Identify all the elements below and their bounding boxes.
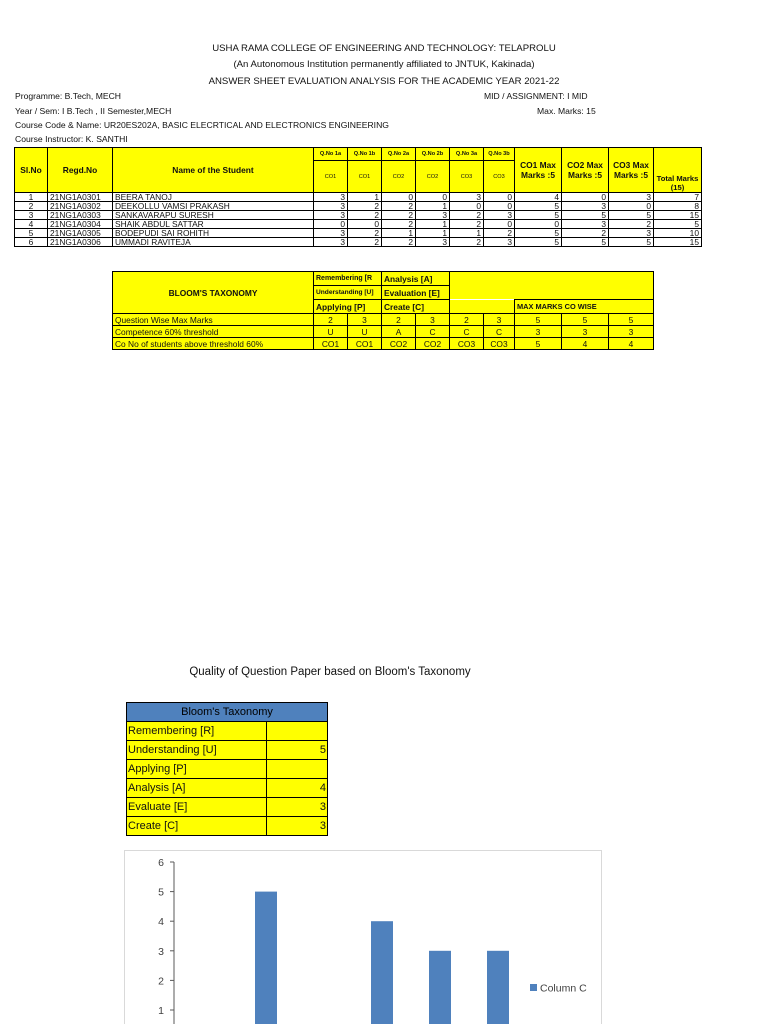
analysis-title: ANSWER SHEET EVALUATION ANALYSIS FOR THE ACADEMIC YEAR 2021-22 bbox=[208, 76, 560, 87]
question-mark: 2 bbox=[348, 202, 382, 211]
question-mark: 2 bbox=[348, 211, 382, 220]
student-co2: 0 bbox=[562, 193, 609, 202]
max-marks-text: Max. Marks: 15 bbox=[537, 106, 596, 116]
student-row bbox=[15, 211, 702, 220]
summary-question-value: C bbox=[450, 326, 484, 338]
question-mark: 0 bbox=[484, 220, 515, 229]
student-co1: 0 bbox=[515, 220, 562, 229]
student-regd: 21NG1A0304 bbox=[48, 220, 113, 229]
y-tick-label: 3 bbox=[158, 945, 164, 958]
header-co: CO2 bbox=[382, 161, 416, 193]
question-mark: 0 bbox=[484, 193, 515, 202]
summary-question-value: U bbox=[348, 326, 382, 338]
quality-level-label: Create [C] bbox=[127, 817, 267, 836]
header-name: Name of the Student bbox=[113, 148, 314, 193]
programme-text: Programme: B.Tech, MECH bbox=[15, 91, 122, 101]
question-mark: 0 bbox=[348, 220, 382, 229]
student-co3: 3 bbox=[609, 229, 654, 238]
student-regd: 21NG1A0303 bbox=[48, 211, 113, 220]
student-co3: 3 bbox=[609, 193, 654, 202]
summary-co-value: 4 bbox=[562, 338, 609, 350]
question-mark: 2 bbox=[382, 238, 416, 247]
student-row bbox=[15, 193, 702, 202]
quality-level-label: Applying [P] bbox=[127, 760, 267, 779]
summary-co-value: 5 bbox=[562, 314, 609, 326]
summary-label: Competence 60% threshold bbox=[113, 326, 314, 338]
header-co2-max: CO2 Max Marks :5 bbox=[562, 148, 609, 193]
question-mark: 2 bbox=[348, 229, 382, 238]
summary-question-value: CO2 bbox=[416, 338, 450, 350]
header-co1-max: CO1 Max Marks :5 bbox=[515, 148, 562, 193]
student-co1: 5 bbox=[515, 202, 562, 211]
summary-co-value: 4 bbox=[609, 338, 654, 350]
quality-level-value: 5 bbox=[267, 741, 328, 760]
student-co2: 3 bbox=[562, 202, 609, 211]
student-row bbox=[15, 238, 702, 247]
quality-table-title: Bloom's Taxonomy bbox=[127, 703, 328, 722]
question-mark: 1 bbox=[416, 229, 450, 238]
student-slno: 4 bbox=[15, 220, 48, 229]
quality-blooms-table bbox=[126, 702, 328, 836]
question-mark: 2 bbox=[382, 220, 416, 229]
student-co2: 5 bbox=[562, 211, 609, 220]
y-tick-label: 6 bbox=[158, 857, 164, 869]
student-co1: 4 bbox=[515, 193, 562, 202]
student-row bbox=[15, 220, 702, 229]
question-mark: 1 bbox=[348, 193, 382, 202]
summary-co-value: 3 bbox=[515, 326, 562, 338]
header-co: CO1 bbox=[348, 161, 382, 193]
student-co2: 3 bbox=[562, 220, 609, 229]
student-total: 15 bbox=[654, 238, 702, 247]
question-mark: 3 bbox=[314, 202, 348, 211]
quality-level-label: Understanding [U] bbox=[127, 741, 267, 760]
header-slno: Sl.No bbox=[15, 148, 48, 193]
summary-label: Question Wise Max Marks bbox=[113, 314, 314, 326]
quality-level-value bbox=[267, 722, 328, 741]
summary-question-value: C bbox=[484, 326, 515, 338]
question-mark: 3 bbox=[450, 193, 484, 202]
quality-level-value bbox=[267, 760, 328, 779]
student-name: BODEPUDI SAI ROHITH bbox=[113, 229, 314, 238]
quality-row bbox=[127, 741, 328, 760]
max-marks-co-wise-label: MAX MARKS CO WISE bbox=[515, 300, 654, 314]
header-question: Q.No 2a bbox=[382, 148, 416, 161]
quality-level-label: Remembering [R] bbox=[127, 722, 267, 741]
y-tick-label: 2 bbox=[158, 975, 164, 988]
quality-level-label: Analysis [A] bbox=[127, 779, 267, 798]
instructor-text: Course Instructor: K. SANTHI bbox=[15, 134, 128, 144]
student-row bbox=[15, 202, 702, 211]
question-mark: 1 bbox=[450, 229, 484, 238]
y-tick-label: 1 bbox=[158, 1005, 164, 1017]
question-mark: 0 bbox=[484, 202, 515, 211]
chart-bar bbox=[255, 892, 277, 1024]
question-mark: 1 bbox=[382, 229, 416, 238]
question-mark: 2 bbox=[450, 211, 484, 220]
summary-co-value: 3 bbox=[609, 326, 654, 338]
quality-level-label: Evaluate [E] bbox=[127, 798, 267, 817]
question-mark: 0 bbox=[416, 193, 450, 202]
legend-remembering: Remembering [R bbox=[314, 272, 382, 286]
summary-co-value: 5 bbox=[515, 314, 562, 326]
summary-question-value: 2 bbox=[450, 314, 484, 326]
legend-applying: Applying [P] bbox=[314, 300, 382, 314]
summary-question-value: 2 bbox=[382, 314, 416, 326]
student-name: UMMADI RAVITEJA bbox=[113, 238, 314, 247]
student-co3: 5 bbox=[609, 238, 654, 247]
summary-question-value: CO3 bbox=[450, 338, 484, 350]
student-slno: 5 bbox=[15, 229, 48, 238]
summary-question-value: 3 bbox=[348, 314, 382, 326]
summary-question-value: U bbox=[314, 326, 348, 338]
y-tick-label: 4 bbox=[158, 916, 164, 929]
question-mark: 2 bbox=[382, 211, 416, 220]
question-mark: 0 bbox=[450, 202, 484, 211]
header-question: Q.No 3a bbox=[450, 148, 484, 161]
course-text: Course Code & Name: UR20ES202A, BASIC ELECRTICAL AND ELECTRONICS ENGINEERING bbox=[15, 120, 389, 130]
summary-question-value: A bbox=[382, 326, 416, 338]
student-row bbox=[15, 229, 702, 238]
question-mark: 0 bbox=[314, 220, 348, 229]
summary-question-value: 3 bbox=[484, 314, 515, 326]
blooms-summary-table bbox=[112, 271, 654, 350]
student-co3: 2 bbox=[609, 220, 654, 229]
student-slno: 1 bbox=[15, 193, 48, 202]
header-question: Q.No 2b bbox=[416, 148, 450, 161]
student-regd: 21NG1A0302 bbox=[48, 202, 113, 211]
question-mark: 0 bbox=[382, 193, 416, 202]
y-tick-label: 5 bbox=[158, 886, 164, 899]
blooms-bar-chart bbox=[124, 850, 602, 1024]
question-mark: 1 bbox=[416, 202, 450, 211]
quality-level-value: 4 bbox=[267, 779, 328, 798]
summary-co-value: 3 bbox=[562, 326, 609, 338]
quality-row bbox=[127, 817, 328, 836]
quality-row bbox=[127, 779, 328, 798]
chart-bar bbox=[429, 951, 451, 1024]
summary-co-value: 5 bbox=[609, 314, 654, 326]
summary-question-value: C bbox=[416, 326, 450, 338]
header-co: CO1 bbox=[314, 161, 348, 193]
question-mark: 2 bbox=[484, 229, 515, 238]
question-mark: 3 bbox=[416, 211, 450, 220]
student-total: 8 bbox=[654, 202, 702, 211]
header-question: Q.No 3b bbox=[484, 148, 515, 161]
header-total: Total Marks (15) bbox=[654, 148, 702, 193]
summary-question-value: CO2 bbox=[382, 338, 416, 350]
quality-row bbox=[127, 760, 328, 779]
quality-row bbox=[127, 798, 328, 817]
student-slno: 2 bbox=[15, 202, 48, 211]
student-name: SHAIK ABDUL SATTAR bbox=[113, 220, 314, 229]
quality-title: Quality of Question Paper based on Bloom's Taxonomy bbox=[189, 666, 471, 678]
student-co2: 2 bbox=[562, 229, 609, 238]
header-co3-max: CO3 Max Marks :5 bbox=[609, 148, 654, 193]
affiliation-text: (An Autonomous Institution permanently affiliated to JNTUK, Kakinada) bbox=[233, 59, 535, 70]
student-slno: 3 bbox=[15, 211, 48, 220]
student-total: 15 bbox=[654, 211, 702, 220]
legend-evaluation: Evaluation [E] bbox=[382, 286, 450, 300]
quality-level-value: 3 bbox=[267, 798, 328, 817]
question-mark: 3 bbox=[484, 238, 515, 247]
chart-bar bbox=[487, 951, 509, 1024]
quality-row bbox=[127, 722, 328, 741]
question-mark: 3 bbox=[314, 238, 348, 247]
summary-row bbox=[113, 314, 654, 326]
chart-bar bbox=[371, 921, 393, 1024]
blooms-taxonomy-label: BLOOM'S TAXONOMY bbox=[113, 272, 314, 314]
student-total: 5 bbox=[654, 220, 702, 229]
question-mark: 2 bbox=[348, 238, 382, 247]
student-co3: 5 bbox=[609, 211, 654, 220]
student-total: 10 bbox=[654, 229, 702, 238]
student-co3: 0 bbox=[609, 202, 654, 211]
student-total: 7 bbox=[654, 193, 702, 202]
question-mark: 3 bbox=[314, 211, 348, 220]
question-mark: 3 bbox=[314, 193, 348, 202]
header-co: CO2 bbox=[416, 161, 450, 193]
header-regd: Regd.No bbox=[48, 148, 113, 193]
student-co1: 5 bbox=[515, 238, 562, 247]
student-name: SANKAVARAPU SURESH bbox=[113, 211, 314, 220]
summary-question-value: CO3 bbox=[484, 338, 515, 350]
mid-assignment-text: MID / ASSIGNMENT: I MID bbox=[484, 91, 588, 101]
summary-question-value: 2 bbox=[314, 314, 348, 326]
summary-co-value: 5 bbox=[515, 338, 562, 350]
student-regd: 21NG1A0306 bbox=[48, 238, 113, 247]
student-co2: 5 bbox=[562, 238, 609, 247]
student-regd: 21NG1A0301 bbox=[48, 193, 113, 202]
question-mark: 3 bbox=[416, 238, 450, 247]
question-mark: 2 bbox=[382, 202, 416, 211]
summary-question-value: CO1 bbox=[348, 338, 382, 350]
legend-analysis: Analysis [A] bbox=[382, 272, 450, 286]
header-co: CO3 bbox=[450, 161, 484, 193]
student-co1: 5 bbox=[515, 211, 562, 220]
header-co: CO3 bbox=[484, 161, 515, 193]
legend-understanding: Understanding [U] bbox=[314, 286, 382, 300]
marks-table bbox=[14, 147, 702, 247]
summary-row bbox=[113, 338, 654, 350]
student-co1: 5 bbox=[515, 229, 562, 238]
legend-label: Column C bbox=[540, 982, 587, 995]
summary-label: Co No of students above threshold 60% bbox=[113, 338, 314, 350]
summary-row bbox=[113, 326, 654, 338]
question-mark: 3 bbox=[484, 211, 515, 220]
question-mark: 1 bbox=[416, 220, 450, 229]
header-question: Q.No 1a bbox=[314, 148, 348, 161]
summary-question-value: 3 bbox=[416, 314, 450, 326]
header-question: Q.No 1b bbox=[348, 148, 382, 161]
legend-create: Create [C] bbox=[382, 300, 450, 314]
question-mark: 2 bbox=[450, 238, 484, 247]
student-name: DEEKOLLU VAMSI PRAKASH bbox=[113, 202, 314, 211]
student-slno: 6 bbox=[15, 238, 48, 247]
college-name: USHA RAMA COLLEGE OF ENGINEERING AND TECHNOLOGY: TELAPROLU bbox=[212, 43, 556, 54]
student-regd: 21NG1A0305 bbox=[48, 229, 113, 238]
summary-question-value: CO1 bbox=[314, 338, 348, 350]
quality-level-value: 3 bbox=[267, 817, 328, 836]
year-sem-text: Year / Sem: I B.Tech , II Semester,MECH bbox=[15, 106, 172, 116]
question-mark: 2 bbox=[450, 220, 484, 229]
legend-swatch bbox=[530, 984, 537, 991]
question-mark: 3 bbox=[314, 229, 348, 238]
student-name: BEERA TANOJ bbox=[113, 193, 314, 202]
